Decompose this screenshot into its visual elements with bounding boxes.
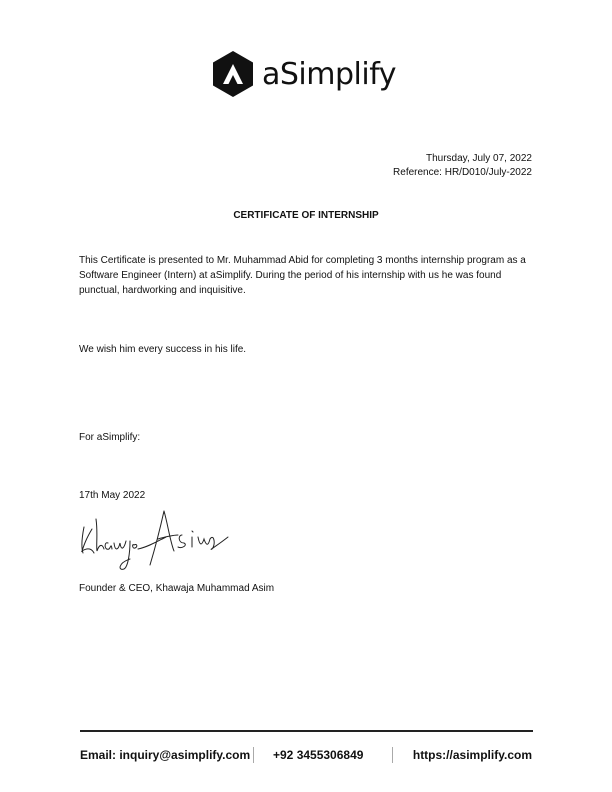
signatory-title: Founder & CEO, Khawaja Muhammad Asim xyxy=(79,583,275,594)
logo-text: aSimplify xyxy=(262,56,396,92)
hexagon-logo-icon xyxy=(212,50,254,98)
footer-separator xyxy=(392,747,393,763)
footer-email[interactable]: Email: inquiry@asimplify.com xyxy=(80,748,251,762)
footer-website[interactable]: https://asimplify.com xyxy=(412,748,532,762)
letter-date: Thursday, July 07, 2022 xyxy=(426,153,532,164)
footer-phone[interactable]: +92 3455306849 xyxy=(273,748,364,762)
certificate-title: CERTIFICATE OF INTERNSHIP xyxy=(233,210,379,221)
sign-date: 17th May 2022 xyxy=(79,490,146,501)
certificate-body: This Certificate is presented to Mr. Muhammad Abid for completing 3 months internship program as a Software Engineer (Intern) at aSimplify. During the period of his internship with us he was found punctual, hardworking and inquisitive. xyxy=(79,255,526,296)
reference-number: Reference: HR/D010/July-2022 xyxy=(393,167,532,178)
company-logo xyxy=(212,50,396,98)
signature-image xyxy=(78,505,258,575)
wish-text: We wish him every success in his life. xyxy=(79,344,247,355)
footer-separator xyxy=(253,747,254,763)
footer-divider xyxy=(80,730,533,732)
for-company-text: For aSimplify: xyxy=(79,432,141,443)
